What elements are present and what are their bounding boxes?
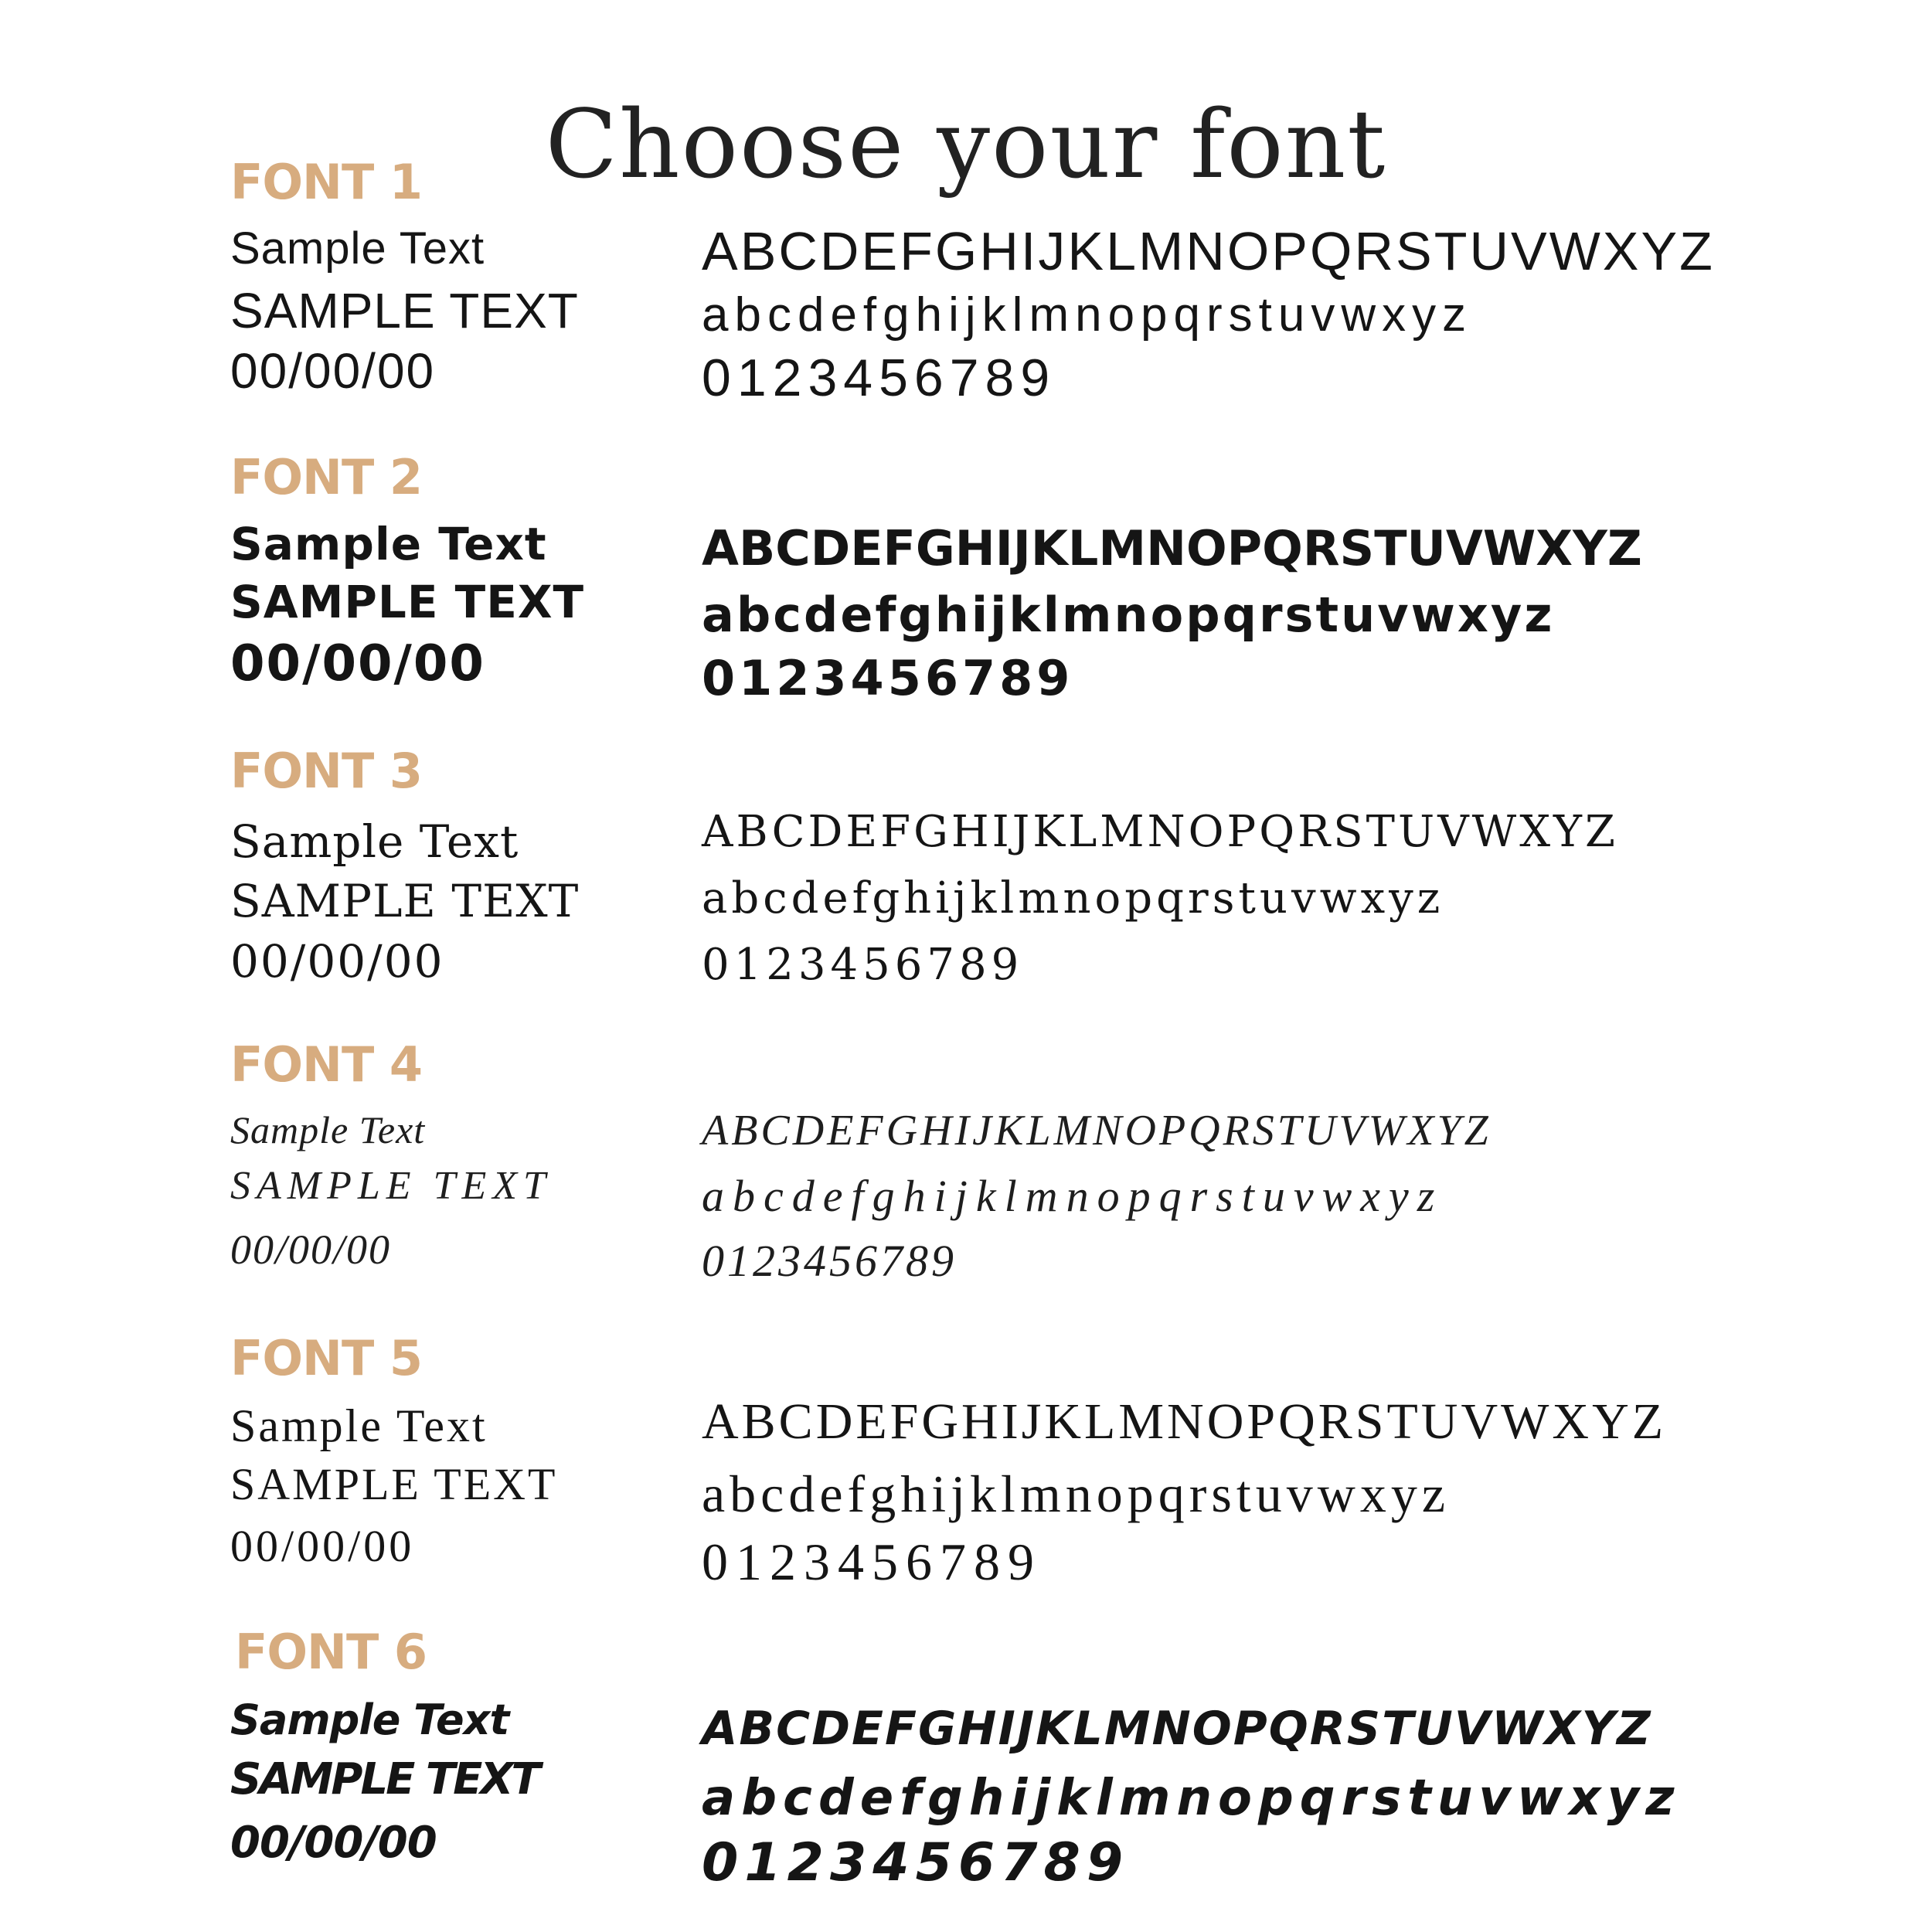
lowercase-alphabet: abcdefghijklmnopqrstuvwxyz [702, 1171, 1444, 1221]
sample-text: Sample Text [230, 1108, 426, 1151]
sample-text-uppercase: SAMPLE TEXT [230, 875, 580, 927]
sample-date: 00/00/00 [230, 1521, 415, 1571]
uppercase-alphabet: ABCDEFGHIJKLMNOPQRSTUVWXYZ [702, 1702, 1652, 1756]
sample-text-uppercase: SAMPLE TEXT [230, 1459, 558, 1509]
digits: 0123456789 [702, 940, 1024, 990]
font-label: FONT 4 [230, 1036, 422, 1093]
font-label: FONT 6 [235, 1624, 427, 1680]
font-option-3[interactable] [0, 743, 1932, 1026]
sample-text: Sample Text [230, 1696, 509, 1744]
uppercase-alphabet: ABCDEFGHIJKLMNOPQRSTUVWXYZ [702, 1107, 1492, 1155]
uppercase-alphabet: ABCDEFGHIJKLMNOPQRSTUVWXYZ [702, 807, 1618, 857]
sample-text-uppercase: SAMPLE TEXT [230, 576, 585, 628]
sample-date: 00/00/00 [230, 1818, 437, 1868]
lowercase-alphabet: abcdefghijklmnopqrstuvwxyz [702, 288, 1473, 342]
digits: 0123456789 [702, 349, 1056, 407]
lowercase-alphabet: abcdefghijklmnopqrstuvwxyz [702, 587, 1555, 643]
font-label: FONT 3 [230, 743, 422, 799]
digits: 0123456789 [702, 650, 1074, 706]
digits: 0123456789 [702, 1532, 1042, 1591]
sample-date: 00/00/00 [230, 635, 485, 692]
sample-text-uppercase: SAMPLE TEXT [230, 283, 579, 338]
font-option-6[interactable] [0, 1624, 1932, 1906]
lowercase-alphabet: abcdefghijklmnopqrstuvwxyz [702, 1770, 1681, 1827]
sample-text: Sample Text [230, 815, 519, 868]
sample-text: Sample Text [230, 518, 547, 570]
lowercase-alphabet: abcdefghijklmnopqrstuvwxyz [702, 1464, 1451, 1523]
font-option-2[interactable] [0, 449, 1932, 732]
sample-date: 00/00/00 [230, 935, 444, 988]
sample-text-uppercase: SAMPLE TEXT [230, 1164, 552, 1208]
lowercase-alphabet: abcdefghijklmnopqrstuvwxyz [702, 873, 1444, 923]
digits: 0123456789 [702, 1832, 1130, 1893]
uppercase-alphabet: ABCDEFGHIJKLMNOPQRSTUVWXYZ [702, 221, 1715, 281]
uppercase-alphabet: ABCDEFGHIJKLMNOPQRSTUVWXYZ [702, 520, 1642, 577]
sample-date: 00/00/00 [230, 1226, 392, 1273]
font-option-4[interactable] [0, 1036, 1932, 1319]
font-option-5[interactable] [0, 1330, 1932, 1613]
sample-date: 00/00/00 [230, 343, 436, 399]
font-label: FONT 5 [230, 1330, 422, 1386]
sample-text: Sample Text [230, 1400, 488, 1451]
font-label: FONT 2 [230, 449, 422, 505]
font-option-1[interactable] [0, 154, 1932, 437]
digits: 0123456789 [702, 1236, 957, 1286]
uppercase-alphabet: ABCDEFGHIJKLMNOPQRSTUVWXYZ [702, 1393, 1667, 1450]
font-label: FONT 1 [230, 154, 422, 210]
sample-text-uppercase: SAMPLE TEXT [230, 1754, 539, 1804]
page-title: Choose your font [545, 89, 1387, 199]
sample-text: Sample Text [230, 223, 485, 274]
